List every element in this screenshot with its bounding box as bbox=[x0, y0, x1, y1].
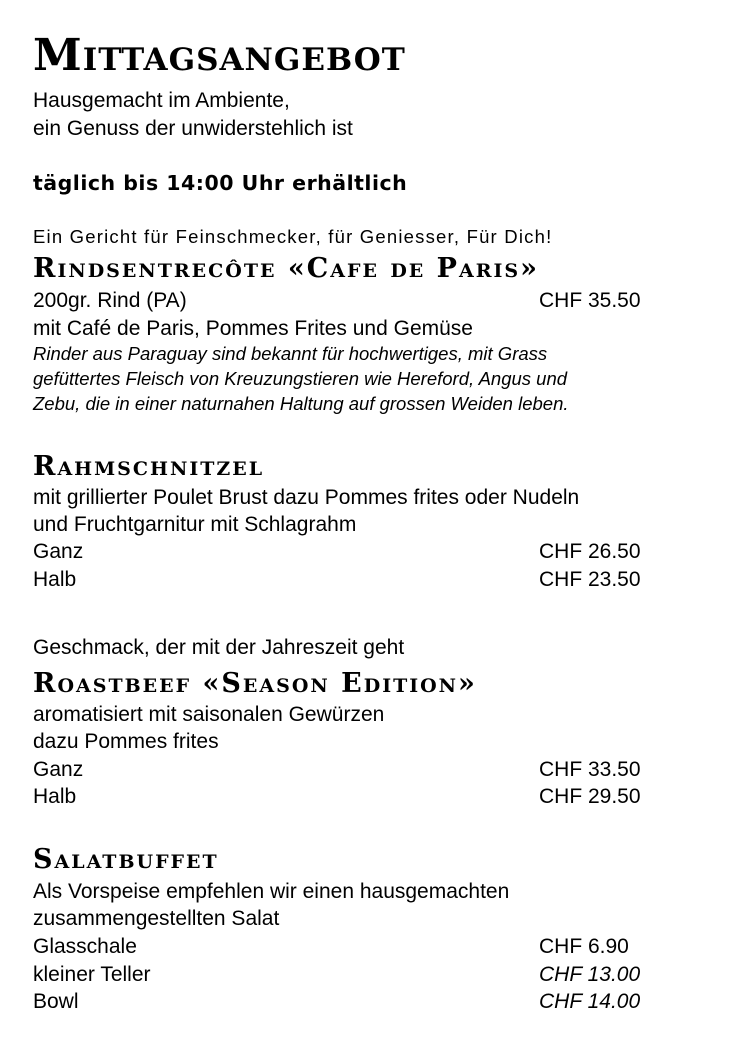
salat-item-label: kleiner Teller bbox=[33, 963, 151, 986]
salat-desc-line-2: zusammengestellten Salat bbox=[33, 907, 280, 930]
roast-item-label: Halb bbox=[33, 785, 77, 808]
rind-description: mit Café de Paris, Pommes Frites und Gemüse bbox=[33, 317, 473, 340]
rind-heading: Rindsentrecôte «Cafe de Paris» bbox=[33, 253, 539, 284]
salat-item-row bbox=[33, 991, 723, 1015]
menu-page bbox=[33, 0, 723, 1064]
roast-intro: Geschmack, der mit der Jahreszeit geht bbox=[33, 636, 405, 659]
subtitle-line-1: Hausgemacht im Ambiente, bbox=[33, 89, 290, 112]
rind-variant-label: 200gr. Rind (PA) bbox=[33, 289, 187, 312]
salat-item-label: Glasschale bbox=[33, 935, 137, 958]
roast-desc-line-1: aromatisiert mit saisonalen Gewürzen bbox=[33, 703, 385, 726]
salat-desc-line-1: Als Vorspeise empfehlen wir einen hausgemachten bbox=[33, 880, 510, 903]
roast-item-row bbox=[33, 759, 723, 783]
rind-note-line-2: gefüttertes Fleisch von Kreuzungstieren wie Hereford, Angus und bbox=[33, 368, 568, 389]
rahm-item-row bbox=[33, 569, 723, 593]
rind-intro: Ein Gericht für Feinschmecker, für Geniesser, Für Dich! bbox=[33, 226, 553, 247]
rind-note-line-3: Zebu, die in einer naturnahen Haltung auf grossen Weiden leben. bbox=[33, 393, 569, 414]
roast-item-price: CHF 29.50 bbox=[539, 785, 641, 808]
salat-heading: Salatbuffet bbox=[33, 844, 219, 875]
roast-item-row bbox=[33, 786, 723, 810]
salat-item-price: CHF 6.90 bbox=[539, 935, 629, 958]
salat-item-row bbox=[33, 964, 723, 988]
rahm-item-label: Halb bbox=[33, 568, 77, 591]
roast-heading: Roastbeef «Season Edition» bbox=[33, 668, 477, 699]
salat-item-price: CHF 13.00 bbox=[539, 963, 641, 986]
rahm-heading: Rahmschnitzel bbox=[33, 451, 265, 482]
salat-item-label: Bowl bbox=[33, 990, 79, 1013]
salat-item-row bbox=[33, 936, 723, 960]
salat-item-price: CHF 14.00 bbox=[539, 990, 641, 1013]
rahm-item-label: Ganz bbox=[33, 540, 84, 563]
rahm-item-row bbox=[33, 541, 723, 565]
availability-note: täglich bis 14:00 Uhr erhältlich bbox=[33, 171, 408, 195]
rahm-desc-line-1: mit grillierter Poulet Brust dazu Pommes frites oder Nudeln bbox=[33, 486, 580, 509]
roast-item-label: Ganz bbox=[33, 758, 84, 781]
rind-note-line-1: Rinder aus Paraguay sind bekannt für hochwertiges, mit Grass bbox=[33, 343, 548, 364]
roast-item-price: CHF 33.50 bbox=[539, 758, 641, 781]
rahm-item-price: CHF 26.50 bbox=[539, 540, 641, 563]
subtitle-line-2: ein Genuss der unwiderstehlich ist bbox=[33, 117, 353, 140]
rind-variant-row bbox=[33, 290, 723, 314]
rahm-item-price: CHF 23.50 bbox=[539, 568, 641, 591]
rind-variant-price: CHF 35.50 bbox=[539, 289, 641, 312]
page-title: Mittagsangebot bbox=[33, 30, 406, 81]
rahm-desc-line-2: und Fruchtgarnitur mit Schlagrahm bbox=[33, 513, 357, 536]
roast-desc-line-2: dazu Pommes frites bbox=[33, 730, 219, 753]
